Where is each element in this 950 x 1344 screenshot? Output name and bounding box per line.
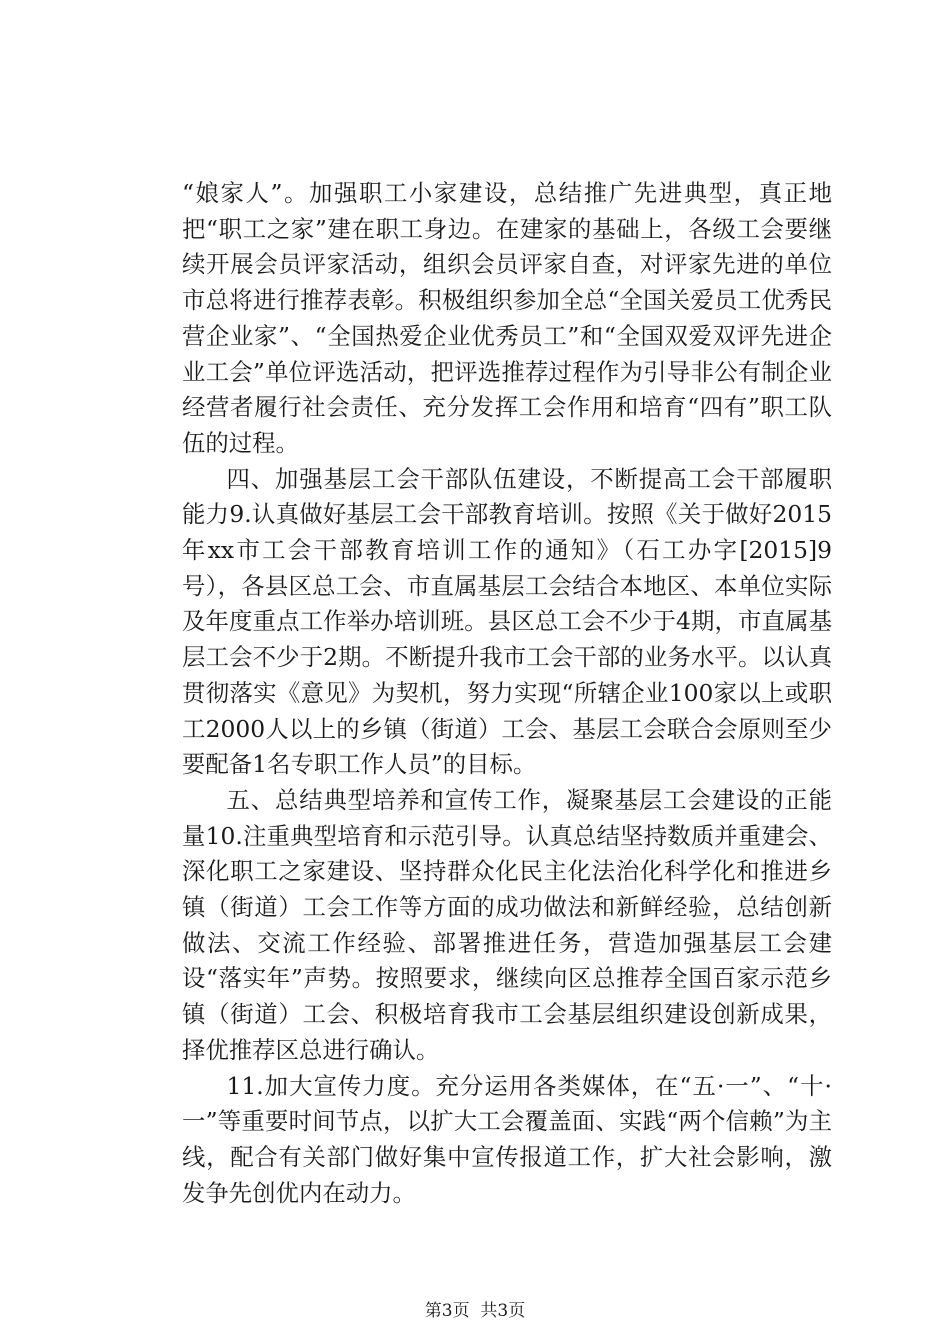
paragraph-item-eleven: 11.加大宣传力度。充分运用各类媒体，在“五·一”、“十·一”等重要时间节点，以扩大工会覆盖面、实践“两个信赖”为主线，配合有关部门做好集中宣传报道工作，扩大社会影响，激发争先创优内在动力。 xyxy=(182,1071,832,1207)
page-footer xyxy=(0,1300,950,1322)
paragraph-section-five: 五、总结典型培养和宣传工作，凝聚基层工会建设的正能量10.注重典型培育和示范引导。认真总结坚持数质并重建会、深化职工之家建设、坚持群众化民主化法治化科学化和推进乡镇（街道）工会工作等方面的成功做法和新鲜经验，总结创新做法、交流工作经验、部署推进任务，营造加强基层工会建设“落实年”声势。按照要求，继续向区总推荐全国百家示范乡镇（街道）工会、积极培育我市工会基层组织建设创新成果，择优推荐区总进行确认。 xyxy=(182,785,832,1064)
document-body xyxy=(182,176,832,1211)
paragraph-section-four: 四、加强基层工会干部队伍建设，不断提高工会干部履职能力9.认真做好基层工会干部教育培训。按照《关于做好2015年xx市工会干部教育培训工作的通知》（石工办字[2015]9号），各县区总工会、市直属基层工会结合本地区、本单位实际及年度重点工作举办培训班。县区总工会不少于4期，市直属基层工会不少于2期。不断提升我市工会干部的业务水平。以认真贯彻落实《意见》为契机，努力实现“所辖企业100家以上或职工2000人以上的乡镇（街道）工会、基层工会联合会原则至少要配备1名专职工作人员”的目标。 xyxy=(182,464,832,779)
paragraph-continuation: “娘家人”。加强职工小家建设，总结推广先进典型，真正地把“职工之家”建在职工身边。在建家的基础上，各级工会要继续开展会员评家活动，组织会员评家自查，对评家先进的单位市总将进行推荐表彰。积极组织参加全总“全国关爱员工优秀民营企业家”、“全国热爱企业优秀员工”和“全国双爱双评先进企业工会”单位评选活动，把评选推荐过程作为引导非公有制企业经营者履行社会责任、充分发挥工会作用和培育“四有”职工队伍的过程。 xyxy=(182,179,832,457)
page-number-label: 第3页 共3页 xyxy=(424,1301,526,1321)
